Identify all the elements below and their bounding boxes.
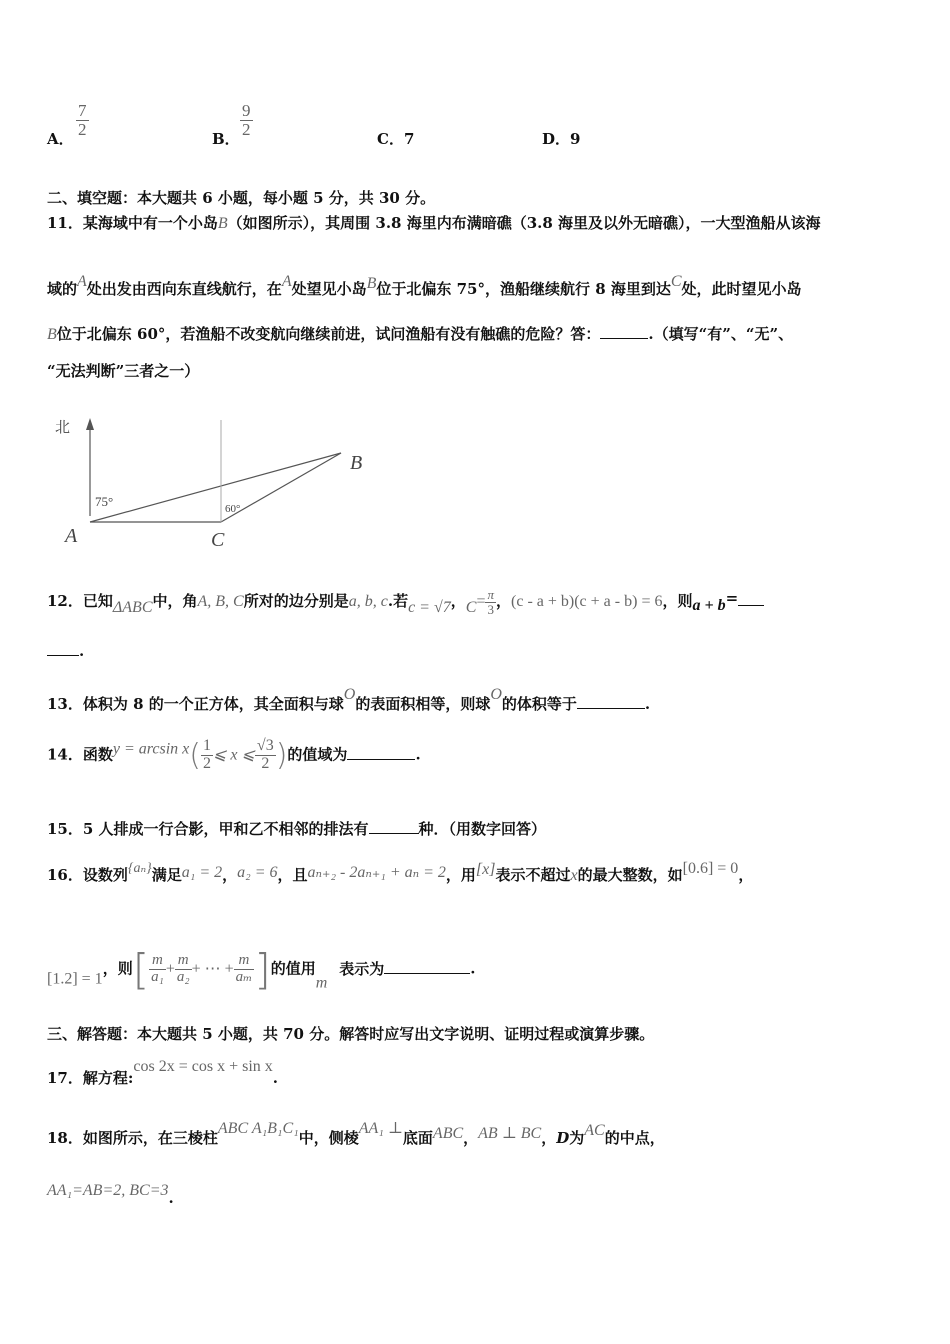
answer-blank[interactable] [369, 819, 419, 834]
answer-blank[interactable] [738, 597, 764, 606]
q11-line-3: B位于北偏东 60°，若渔船不改变航向继续前进，试问渔船有没有触礁的危险？答： .（填写“有”、“无”、 [47, 325, 794, 343]
option-d: D．9 [542, 130, 581, 148]
sphere-o: O [343, 686, 356, 703]
a1-value: a₁ = 2 [181, 864, 223, 881]
prism: ABC A₁B₁C₁ [217, 1120, 299, 1137]
point-a: A [281, 273, 292, 290]
north-label: 北 [55, 418, 71, 436]
q12-line-2: . [47, 641, 84, 660]
q14-line: 14．函数y = arcsin x( $\frac{1}{2}$ ⩽ x ⩽ $\frac{√3}{2}$ )的值域为 . [47, 737, 421, 773]
option-b-numerator: 9 [242, 101, 251, 120]
vertex-a-label: A [65, 525, 78, 547]
answer-blank[interactable] [577, 694, 645, 709]
pi-over-3: $\frac{\pi}{3}$ [487, 587, 494, 617]
option-b-fraction [240, 102, 253, 139]
q11-line-2: 域的A处出发由西向东直线航行，在A处望见小岛B位于北偏东 75°，渔船继续航行 8 海里到达C处，此时望见小岛 [47, 273, 802, 298]
option-a-numerator: 7 [78, 101, 87, 120]
angle-a-label: 75° [95, 494, 114, 509]
segment-ac: AC [584, 1122, 605, 1139]
option-a-fraction [76, 102, 89, 139]
function-expression: y = arcsin x [112, 740, 190, 758]
answer-blank[interactable] [384, 959, 470, 974]
a2-value: a₂ = 6 [237, 864, 278, 881]
answer-blank-continued[interactable] [47, 641, 79, 656]
inequality: ⩽ x ⩽ [213, 746, 255, 764]
sides: a, b, c [348, 593, 388, 611]
answer-blank[interactable] [600, 324, 648, 339]
q16-line-1: 16．设数列{aₙ}满足a₁ = 2，a₂ = 6，且aₙ₊₂ - 2aₙ₊₁ + aₙ = 2，用[x]表示不超过x的最大整数，如[0.6] = 0， [47, 860, 754, 884]
example-1: [0.6] = 0 [682, 860, 739, 877]
q11-line-1: 11．某海域中有一个小岛B（如图所示），其周围 3.8 海里内布满暗礁（3.8 海里及以外无暗礁），一大型渔船从该海 [47, 214, 821, 232]
left-bracket: [ [132, 945, 150, 994]
option-b-label: B． [212, 130, 240, 148]
section-2-heading: 二、填空题：本大题共 6 小题，每小题 5 分，共 30 分。 [47, 189, 436, 207]
variable-m: m [315, 974, 328, 992]
base-abc: ABC [432, 1125, 464, 1142]
point-a: A [77, 273, 87, 290]
section-3-heading: 三、解答题：本大题共 5 小题，共 70 分。解答时应写出文字说明、证明过程或演算步骤。 [47, 1025, 655, 1043]
q18-line-2: AA₁=AB=2, BC=3. [47, 1182, 174, 1207]
option-a [47, 128, 74, 149]
right-paren: ) [275, 738, 288, 773]
vertex-c-label: C [211, 529, 225, 551]
a-plus-b: a + b [692, 597, 726, 615]
floor-x: [x] [475, 861, 496, 878]
answer-blank[interactable] [347, 745, 415, 760]
option-a-label: A． [47, 130, 74, 148]
q13-line: 13．体积为 8 的一个正方体，其全面积与球O的表面积相等，则球O的体积等于 . [47, 686, 651, 713]
right-bracket: ] [254, 945, 271, 994]
option-b-denominator: 2 [242, 119, 251, 139]
variable-x: x [570, 867, 578, 884]
q17-line: 17．解方程:cos 2x = cos x + sin x. [47, 1058, 279, 1087]
point-d: D [556, 1129, 570, 1147]
sequence: {aₙ} [127, 861, 152, 876]
q18-line-1: 18．如图所示，在三棱柱ABC A₁B₁C₁中，侧棱AA₁ ⊥底面ABC，AB ⊥ BC，D为AC的中点， [47, 1120, 665, 1147]
lateral-edge: AA₁ ⊥ [358, 1120, 403, 1137]
triangle-abc: ΔABC [112, 599, 153, 617]
given-lengths: AA₁=AB=2, BC=3 [47, 1182, 169, 1199]
term-m: $\frac{m}{\text{aₘ}}$ [235, 952, 253, 985]
ab-perp-bc: AB ⊥ BC [478, 1125, 542, 1142]
q11-figure [45, 408, 385, 558]
q16-line-2: [1.2] = 1，则[ $\frac{m}{\text{a₁}}$ + $\frac{m}{\text{a₂}}$ + ⋯ + $\frac{m}{\text{aₘ}}$ ]的值用m表示为 . [47, 945, 476, 994]
equation: cos 2x = cos x + sin x [133, 1058, 273, 1075]
left-paren: ( [189, 738, 201, 773]
q12-line-1: 12．已知ΔABC中，角A, B, C所对的边分别是a, b, c.若c = √7，C= $\frac{\pi}{3}$ ，(c - a + b)(c + a - b) = 6，则a + b= [47, 588, 764, 617]
vertex-b-label: B [350, 452, 363, 474]
sphere-o: O [490, 686, 502, 703]
option-a-denominator: 2 [78, 119, 87, 139]
point-b: B [366, 275, 377, 292]
angle-c: C [465, 599, 477, 617]
product-equation: (c - a + b)(c + a - b) = 6 [511, 593, 663, 611]
point-b: B [47, 326, 57, 343]
term-2: $\frac{m}{\text{a₂}}$ [176, 952, 190, 985]
term-1: $\frac{m}{\text{a₁}}$ [151, 952, 164, 985]
option-c: C．7 [377, 130, 415, 148]
equals-sign: = [476, 593, 486, 611]
one-half: $\frac{1}{2}$ [203, 737, 211, 772]
example-2: [1.2] = 1 [47, 970, 103, 988]
point-b: B [217, 215, 228, 232]
point-c: C [670, 273, 682, 290]
q11-line-4: “无法判断”三者之一） [47, 362, 200, 380]
option-b [212, 128, 240, 149]
line-ab [90, 453, 341, 522]
root3-over-2: $\frac{√3}{2}$ [256, 737, 274, 772]
angle-c-label: 60° [225, 503, 241, 515]
north-arrow-head [86, 418, 94, 430]
angles: A, B, C [197, 593, 244, 611]
q15-line: 15．5 人排成一行合影，甲和乙不相邻的排法有 种．（用数字回答） [47, 820, 547, 838]
c-value: c = √7 [408, 599, 451, 617]
recurrence: aₙ₊₂ - 2aₙ₊₁ + aₙ = 2 [307, 864, 446, 881]
